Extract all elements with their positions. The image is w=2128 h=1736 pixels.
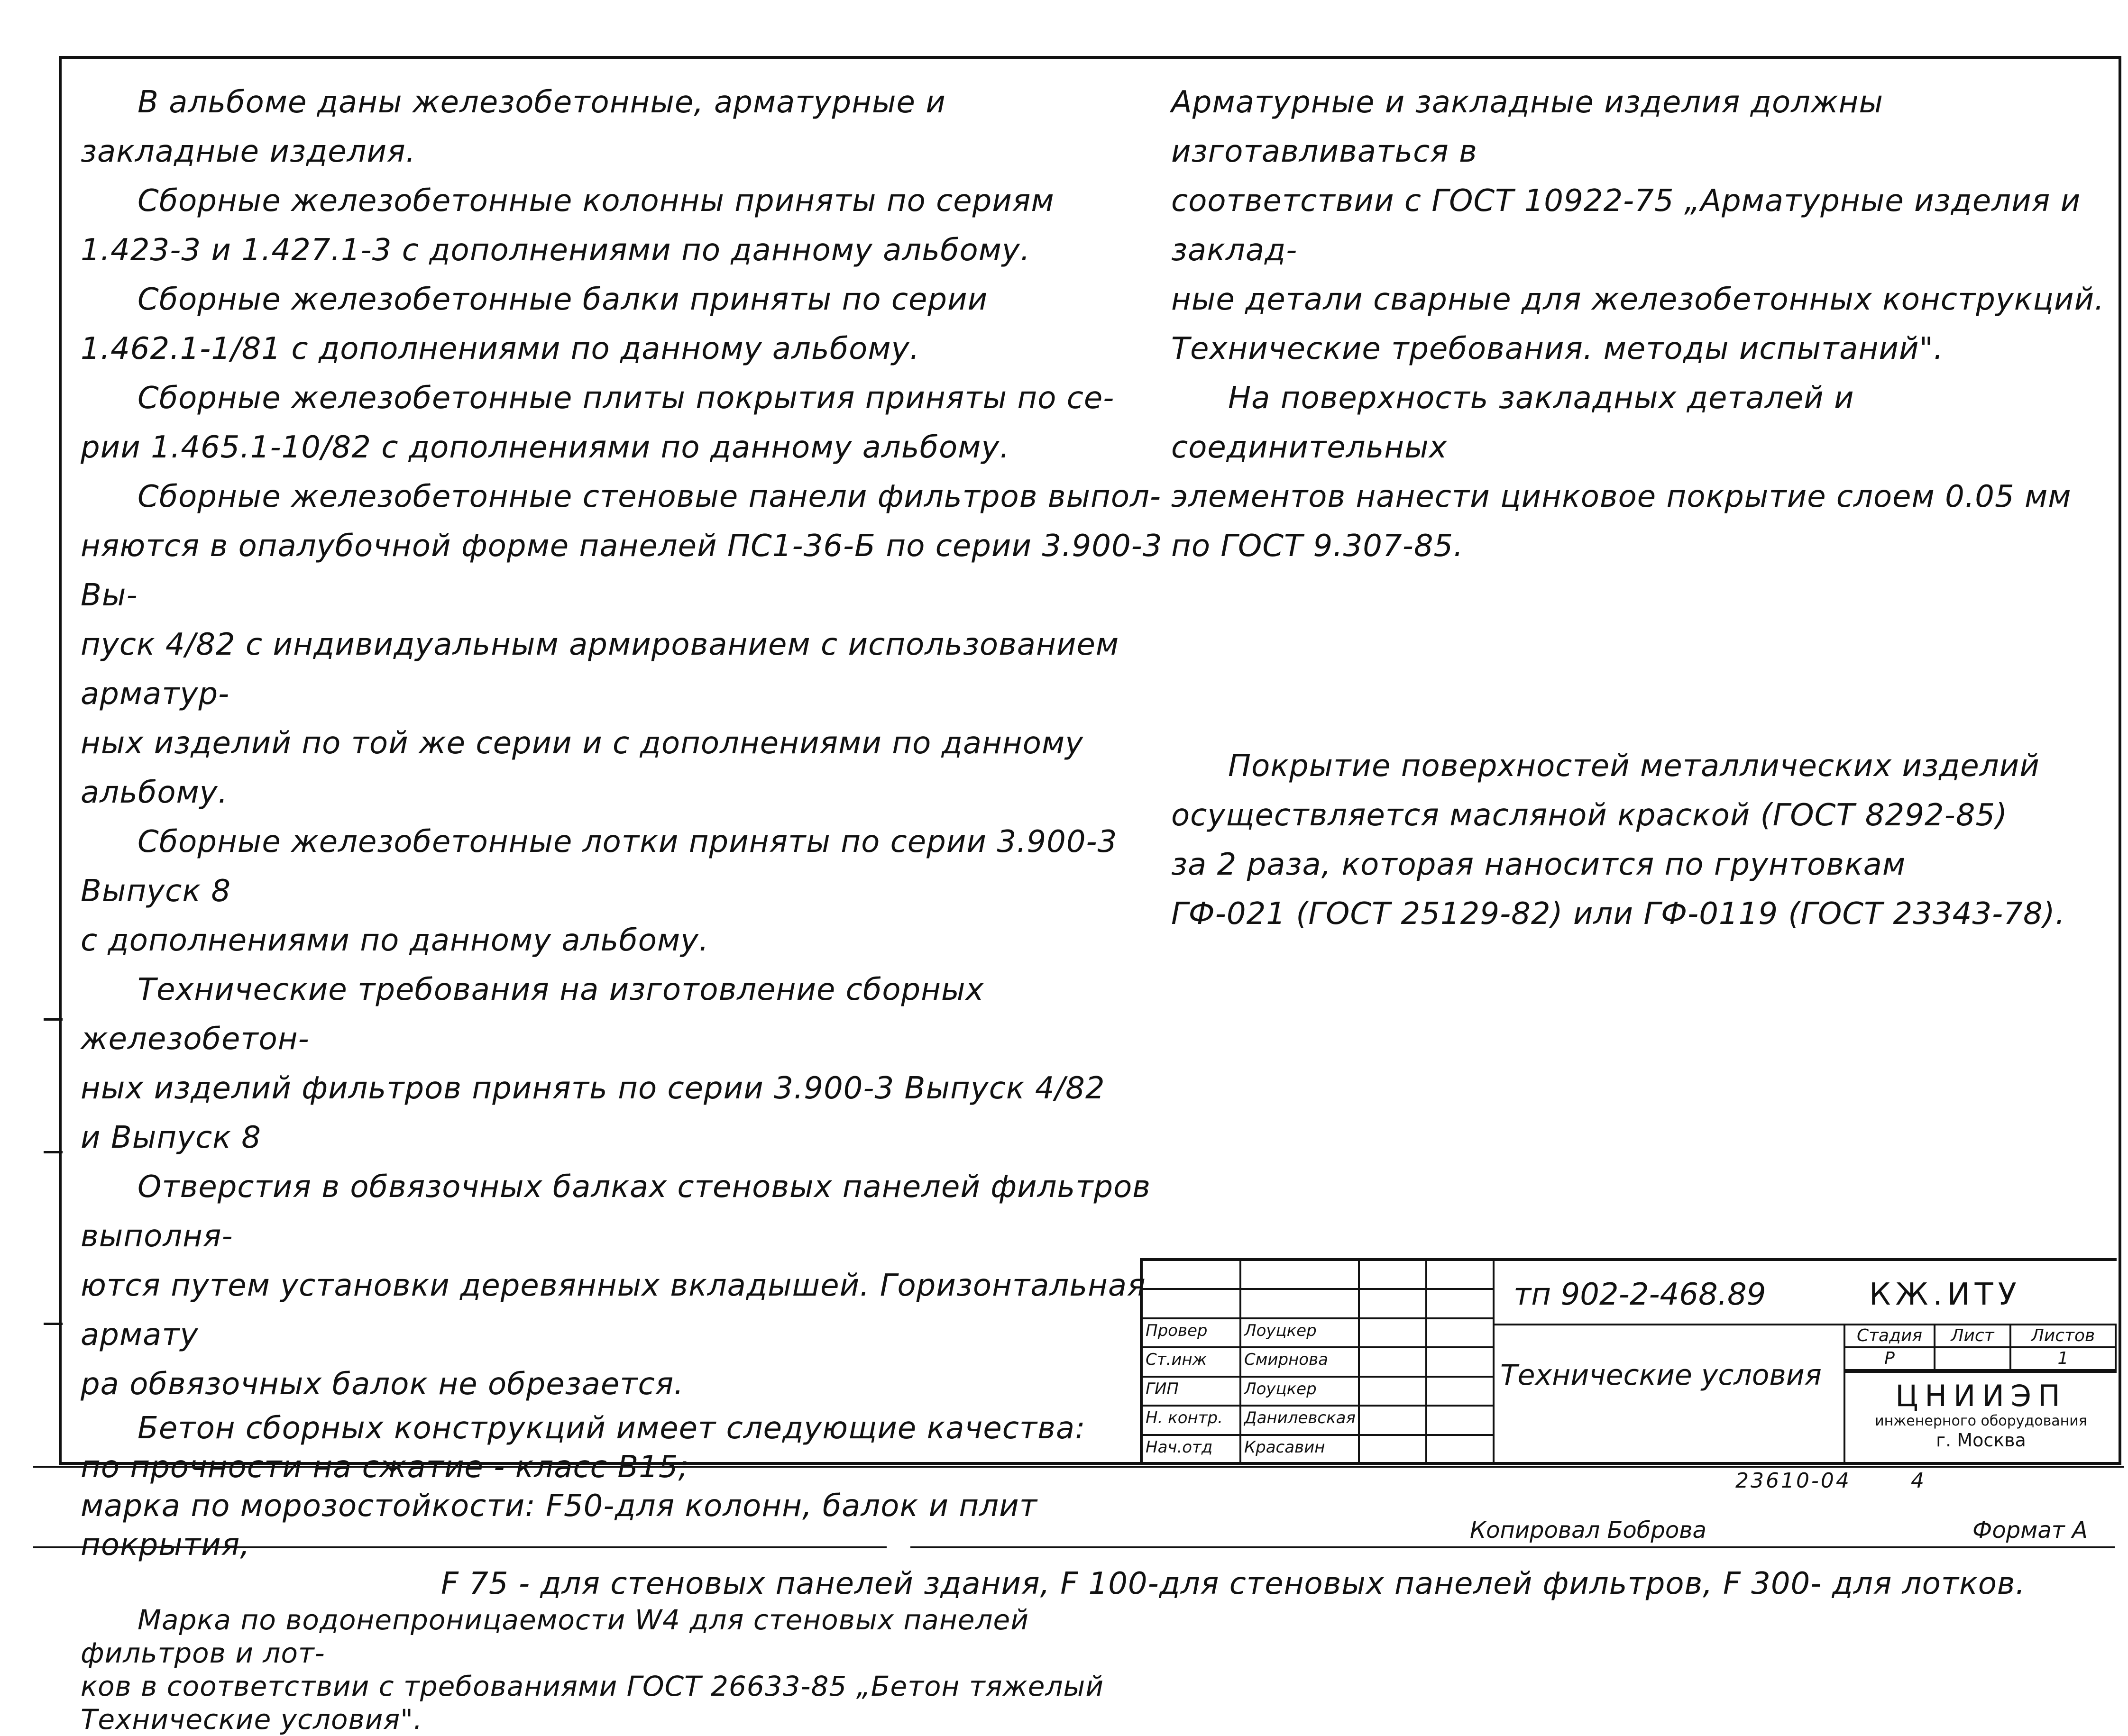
tb-cell xyxy=(1427,1290,1495,1319)
tb-cell xyxy=(1360,1290,1427,1319)
tb-role: Ст.инж xyxy=(1143,1348,1241,1377)
tb-date xyxy=(1427,1436,1495,1465)
tb-cell xyxy=(1143,1261,1241,1290)
tb-date xyxy=(1427,1407,1495,1435)
paragraph: На поверхность закладных деталей и соединительных элементов нанести цинковое покрытие слоем 0.05 мм по ГОСТ 9.307-85. xyxy=(1171,381,2072,564)
divider xyxy=(33,1546,887,1548)
tb-date xyxy=(1427,1378,1495,1407)
tb-cell xyxy=(1427,1261,1495,1290)
tb-cell xyxy=(1143,1290,1241,1319)
margin-tick xyxy=(44,1151,63,1153)
sheets-header: Листов xyxy=(2011,1325,2117,1348)
stage-value: Р xyxy=(1845,1348,1935,1371)
signature xyxy=(1360,1378,1427,1407)
signature xyxy=(1360,1436,1427,1465)
sheets-value: 1 xyxy=(2011,1348,2117,1371)
paragraph: F 75 - для стеновых панелей здания, F 100-для стеновых панелей фильтров, F 300- для лотков. xyxy=(441,1566,2026,1601)
right-text-column xyxy=(1171,78,2119,939)
stage-header: Стадия xyxy=(1845,1325,1935,1348)
paragraph: Сборные железобетонные стеновые панели фильтров выпол- няются в опалубочной форме панелей ПС1-36-Б по серии 3.900-3 Вы- пуск 4/82 с индивидуальным армированием с использованием арматур- ных изделий по той же серии и с дополнениями по данному альбому. xyxy=(81,479,1163,810)
tb-person: Красавин xyxy=(1241,1436,1360,1465)
sheet-value xyxy=(1935,1348,2011,1371)
margin-tick xyxy=(44,1323,63,1325)
paragraph: Сборные железобетонные колонны приняты по сериям 1.423-3 и 1.427.1-3 с дополнениями по данному альбому. xyxy=(81,183,1055,268)
org-subtitle: инженерного оборудования xyxy=(1875,1413,2087,1429)
paragraph: Сборные железобетонные лотки приняты по серии 3.900-3 Выпуск 8 с дополнениями по данному альбому. xyxy=(81,824,1118,958)
paragraph: Сборные железобетонные балки приняты по серии 1.462.1-1/81 с дополнениями по данному альбому. xyxy=(81,282,988,366)
tb-role: Н. контр. xyxy=(1143,1407,1241,1435)
tb-role: Провер xyxy=(1143,1319,1241,1348)
tb-date xyxy=(1427,1348,1495,1377)
org-name: ЦНИИЭП xyxy=(1895,1379,2067,1413)
tb-person: Данилевская xyxy=(1241,1407,1360,1435)
tb-person: Лоуцкер xyxy=(1241,1319,1360,1348)
paragraph: Отверстия в обвязочных балках стеновых панелей фильтров выполня- ются путем установки деревянных вкладышей. Горизонтальная армату ра обвязочных балок не обрезается. xyxy=(81,1170,1151,1402)
paragraph: Покрытие поверхностей металлических изделий осуществляется масляной краской (ГОСТ 8292-85) за 2 раза, которая наносится по грунтовкам ГФ-021 (ГОСТ 25129-82) или ГФ-0119 (ГОСТ 23343-78). xyxy=(1171,749,2065,932)
organization xyxy=(1845,1373,2117,1465)
document-title-cell xyxy=(1495,1325,1845,1465)
paragraph: В альбоме даны железобетонные, арматурные и закладные изделия. xyxy=(81,85,946,169)
paragraph: Технические требования на изготовление сборных железобетон- ных изделий фильтров принять по серии 3.900-3 Выпуск 4/82 и Выпуск 8 xyxy=(81,972,1105,1155)
signature xyxy=(1360,1348,1427,1377)
document-code-row xyxy=(1495,1261,2117,1325)
tb-role: Нач.отд xyxy=(1143,1436,1241,1465)
stage-sheet-table xyxy=(1845,1325,2117,1373)
org-city: г. Москва xyxy=(1936,1430,2026,1451)
paragraph: Арматурные и закладные изделия должны изготавливаться в соответствии с ГОСТ 10922-75 „Арматурные изделия и заклад- ные детали сварные для железобетонных конструкций. Технические требования. методы испытаний". xyxy=(1171,85,2105,366)
signature xyxy=(1360,1407,1427,1435)
title-block xyxy=(1140,1258,2117,1465)
paragraph: Бетон сборных конструкций имеет следующие качества: по прочности на сжатие - класс В15; марка по морозостойкости: F50-для колонн, балок и плит покрытия, xyxy=(81,1411,1086,1562)
tb-cell xyxy=(1360,1261,1427,1290)
tb-person: Смирнова xyxy=(1241,1348,1360,1377)
paper-format: Формат А xyxy=(1972,1517,2088,1544)
sheet-header: Лист xyxy=(1935,1325,2011,1348)
tb-date xyxy=(1427,1319,1495,1348)
sheet-number: 4 xyxy=(1911,1469,1924,1493)
document-code: тп 902-2-468.89 xyxy=(1513,1277,1766,1312)
tb-role: ГИП xyxy=(1143,1378,1241,1407)
divider xyxy=(910,1546,2115,1548)
document-mark: КЖ.ИТУ xyxy=(1869,1277,2021,1312)
paragraph: Сборные железобетонные плиты покрытия приняты по се- рии 1.465.1-10/82 с дополнениями по данному альбому. xyxy=(81,381,1115,465)
signature xyxy=(1360,1319,1427,1348)
divider xyxy=(33,1466,2124,1468)
paragraph: Марка по водонепроницаемости W4 для стеновых панелей фильтров и лот- ков в соответствии с требованиями ГОСТ 26633-85 „Бетон тяжелый Технические условия". xyxy=(81,1604,1104,1736)
signature-table xyxy=(1143,1261,1495,1465)
tb-cell xyxy=(1241,1290,1360,1319)
copied-by: Копировал Боброва xyxy=(1470,1517,1706,1544)
document-title: Технические условия xyxy=(1500,1359,1822,1392)
inventory-number: 23610-04 xyxy=(1735,1469,1851,1493)
tb-person: Лоуцкер xyxy=(1241,1378,1360,1407)
margin-tick xyxy=(44,1018,63,1021)
tb-cell xyxy=(1241,1261,1360,1290)
